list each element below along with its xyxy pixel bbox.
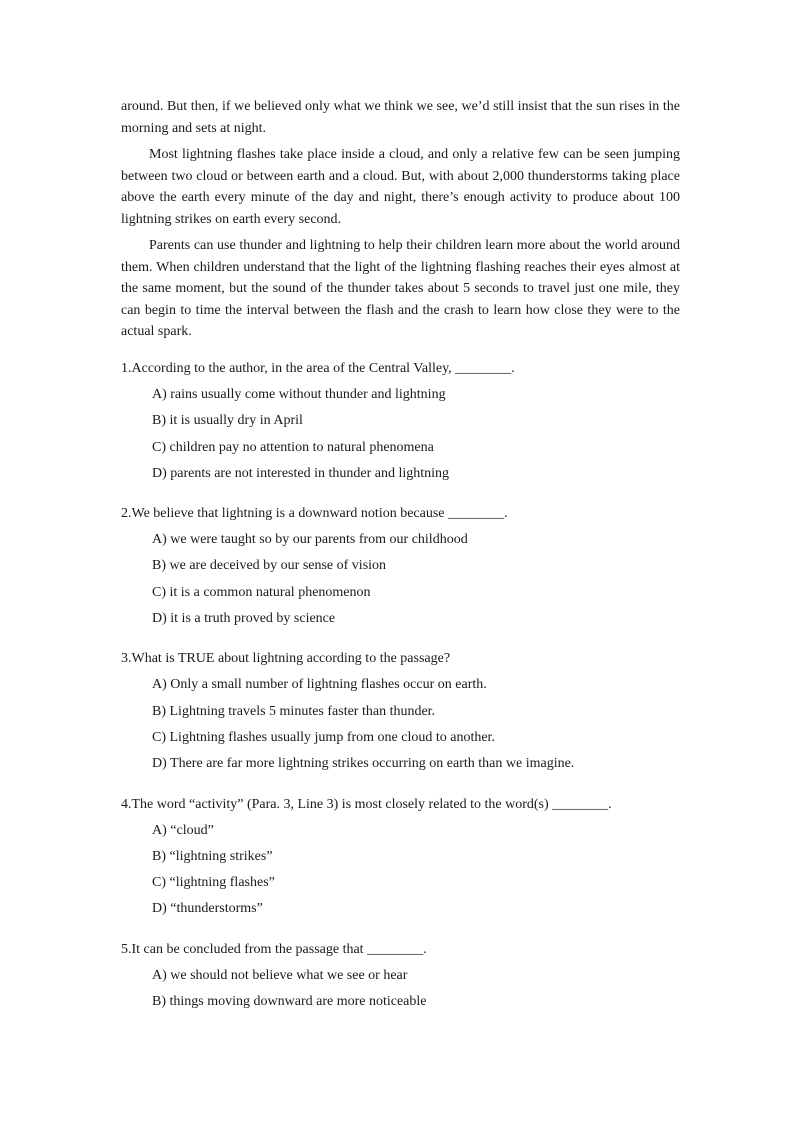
option-c: C) children pay no attention to natural phenomena [152,439,434,455]
question-stem: 5.It can be concluded from the passage that ________. [121,941,427,957]
passage-paragraph-2: Most lightning flashes take place inside a cloud, and only a relative few can be seen jumping between two cloud or between earth and a cloud. But, with about 2,000 thunderstorms taking place above the earth every minute of the day and night, there’s enough activity to produce about 100 lightning strikes on earth every second. [121,147,680,227]
question-1 [121,358,681,489]
option-d: D) it is a truth proved by science [152,611,336,627]
option-a: A) Only a small number of lightning flashes occur on earth. [152,677,487,693]
option-a: A) we were taught so by our parents from our childhood [152,532,468,548]
question-3 [121,648,681,779]
question-stem: 3.What is TRUE about lightning according to the passage? [121,651,451,667]
question-5 [121,939,681,1018]
option-c: C) “lightning flashes” [152,875,275,891]
option-d: D) “thunderstorms” [152,901,263,917]
option-b: B) Lightning travels 5 minutes faster than thunder. [152,703,436,719]
question-stem: 1.According to the author, in the area of the Central Valley, ________. [121,361,515,376]
question-2 [121,503,681,634]
passage-paragraph-3: Parents can use thunder and lightning to help their children learn more about the world around them. When children understand that the light of the lightning flashing reaches their eyes almost at the same moment, but the sound of the thunder takes about 5 seconds to travel just one mile, they can begin to time the interval between the flash and the crash to learn how close they were to the actual spark. [121,238,680,339]
option-b: B) we are deceived by our sense of vision [152,558,387,574]
option-b: B) things moving downward are more noticeable [152,994,427,1010]
option-b: B) “lightning strikes” [152,848,273,864]
reading-passage [121,96,680,348]
question-stem: 4.The word “activity” (Para. 3, Line 3) is most closely related to the word(s) ________. [121,796,612,812]
option-d: D) There are far more lightning strikes occurring on earth than we imagine. [152,756,575,772]
option-a: A) “cloud” [152,822,214,838]
option-a: A) we should not believe what we see or hear [152,967,408,983]
option-d: D) parents are not interested in thunder and lightning [152,465,450,481]
question-4 [121,794,681,925]
option-a: A) rains usually come without thunder and lightning [152,387,446,402]
option-c: C) it is a common natural phenomenon [152,584,371,600]
option-b: B) it is usually dry in April [152,413,303,429]
question-list [121,358,681,1031]
question-stem: 2.We believe that lightning is a downward notion because ________. [121,506,508,522]
passage-paragraph-1: around. But then, if we believed only what we think we see, we’d still insist that the sun rises in the morning and sets at night. [121,99,680,136]
option-c: C) Lightning flashes usually jump from one cloud to another. [152,729,495,745]
